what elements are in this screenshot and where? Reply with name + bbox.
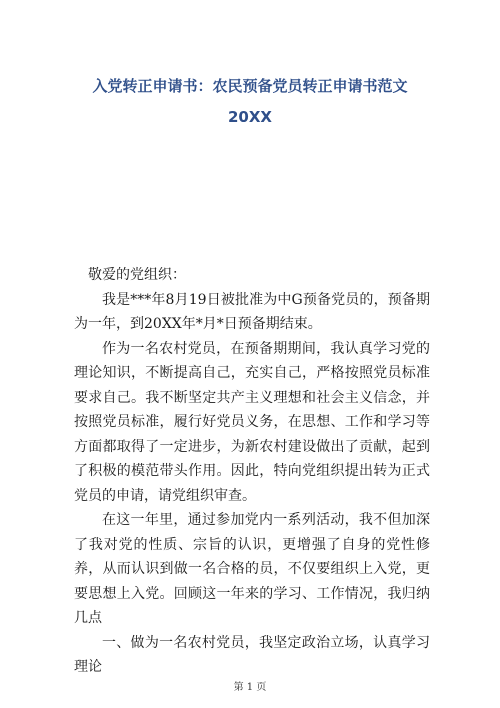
paragraph-3: 在这一年里，通过参加党内一系列活动，我不但加深了我对党的性质、宗旨的认识，更增强了自身的党性修养，从而认识到做一名合格的员，不仅要组织上入党，更要思想上入党。回顾这一年来的学习、工作情况，我归纳几点 <box>74 512 430 626</box>
paragraph-4: 一、做为一名农村党员，我坚定政治立场，认真学习理论 <box>74 634 430 675</box>
document-title-line-1: 入党转正申请书：农民预备党员转正申请书范文 <box>92 77 408 95</box>
document-title-line-2: 20XX <box>227 108 272 126</box>
page-number: 第 1 页 <box>233 682 267 693</box>
document-body <box>74 263 430 680</box>
paragraph-1: 我是***年8月19日被批准为中G预备党员的，预备期为一年，到20XX年*月*日预备期结束。 <box>74 291 430 332</box>
salutation: 敬爱的党组织： <box>88 267 186 283</box>
paragraph-2: 作为一名农村党员，在预备期期间，我认真学习党的理论知识，不断提高自己，充实自己，严格按照党员标准要求自己。我不断坚定共产主义理想和社会主义信念，并按照党员标准，履行好党员义务，在思想、工作和学习等方面都取得了一定进步，为新农村建设做出了贡献，起到了积极的模范带头作用。因此，特向党组织提出转为正式党员的申请，请党组织审查。 <box>74 340 430 504</box>
